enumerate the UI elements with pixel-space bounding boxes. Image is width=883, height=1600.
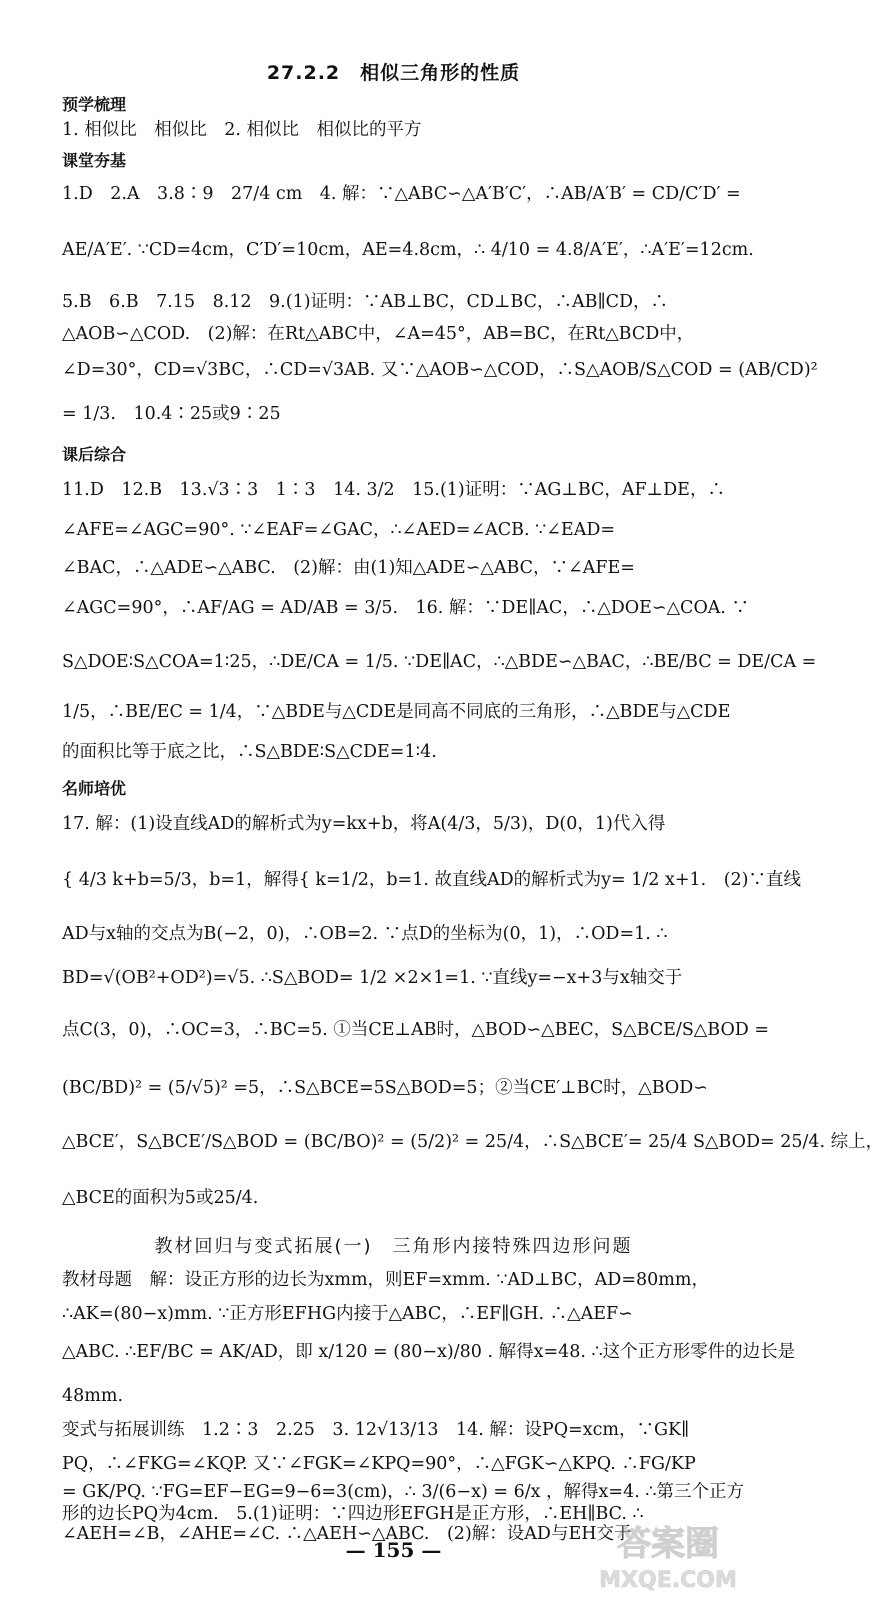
text-line-2: 1.D 2.A 3.8∶9 27/4 cm 4. 解：∵△ABC∽△A′B′C′，∴AB/A′B′ = CD/C′D′ = (62, 184, 741, 204)
text-line-4: 5.B 6.B 7.15 8.12 9.(1)证明：∵AB⊥BC，CD⊥BC，∴AB∥CD，∴ (62, 292, 669, 312)
text-line-22: △BCE的面积为5或25/4. (62, 1188, 259, 1208)
text-line-24: ∴AK=(80−x)mm. ∵正方形EFHG内接于△ABC，∴EF∥GH. ∴△AEF∽ (62, 1304, 633, 1324)
heading-famous-teacher: 名师培优 (62, 779, 127, 798)
text-line-31: ∠AEH=∠B，∠AHE=∠C. ∴△AEH∽△ABC. (2)解：设AD与EH交于 (62, 1524, 632, 1544)
text-line-15: 17. 解：(1)设直线AD的解析式为y=kx+b，将A(4/3，5/3)，D(0，1)代入得 (62, 814, 666, 834)
text-line-19: 点C(3，0)，∴OC=3，∴BC=5. ①当CE⊥AB时，△BOD∽△BEC，S△BCE/S△BOD = (62, 1020, 770, 1040)
heading-classroom: 课堂夯基 (62, 151, 127, 170)
watermark-logo (563, 1515, 773, 1595)
text-line-11: ∠AGC=90°，∴AF/AG = AD/AB = 3/5. 16. 解：∵DE∥AC，∴△DOE∽△COA. ∵ (62, 598, 750, 618)
text-line-8: 11.D 12.B 13.√3∶3 1∶3 14. 3/2 15.(1)证明：∵AG⊥BC，AF⊥DE，∴ (62, 480, 725, 500)
text-line-18: BD=√(OB²+OD²)=√5. ∴S△BOD= 1/2 ×2×1=1. ∵直线y=−x+3与x轴交于 (62, 968, 683, 988)
text-line-10: ∠BAC，∴△ADE∽△ABC. (2)解：由(1)知△ADE∽△ABC，∵∠AFE= (62, 558, 635, 578)
heading-preview: 预学梳理 (62, 95, 127, 114)
section-title: 教材回归与变式拓展(一) 三角形内接特殊四边形问题 (154, 1236, 633, 1257)
svg-text:MXQE.COM: MXQE.COM (599, 1568, 737, 1593)
text-line-17: AD与x轴的交点为B(−2，0)，∴OB=2. ∵点D的坐标为(0，1)，∴OD=1. ∴ (62, 924, 668, 944)
text-line-3: AE/A′E′. ∵CD=4cm，C′D′=10cm，AE=4.8cm，∴ 4/10 = 4.8/A′E′，∴A′E′=12cm. (62, 240, 754, 260)
page-title: 27.2.2 相似三角形的性质 (266, 62, 521, 84)
text-line-16: { 4/3 k+b=5/3，b=1，解得{ k=1/2，b=1. 故直线AD的解析式为y= 1/2 x+1. (2)∵直线 (62, 870, 801, 890)
text-line-6: ∠D=30°，CD=√3BC，∴CD=√3AB. 又∵△AOB∽△COD，∴S△AOB/S△COD = (AB/CD)² (62, 360, 818, 380)
text-line-25: △ABC. ∴EF/BC = AK/AD，即 x/120 = (80−x)/80 . 解得x=48. ∴这个正方形零件的边长是 (62, 1342, 796, 1362)
svg-text:答案圈: 答案圈 (617, 1524, 719, 1564)
text-line-14: 的面积比等于底之比，∴S△BDE∶S△CDE=1∶4. (62, 742, 437, 762)
text-line-26: 48mm. (62, 1386, 124, 1406)
text-line-29: = GK/PQ. ∵FG=EF−EG=9−6=3(cm)，∴ 3/(6−x) = 6/x ，解得x=4. ∴第三个正方 (62, 1482, 744, 1502)
text-line-12: S△DOE∶S△COA=1∶25，∴DE/CA = 1/5. ∵DE∥AC，∴△BDE∽△BAC，∴BE/BC = DE/CA = (62, 652, 817, 672)
text-line-28: PQ，∴∠FKG=∠KQP. 又∵∠FGK=∠KPQ=90°，∴△FGK∽△KPQ. ∴FG/KP (62, 1454, 696, 1474)
text-line-5: △AOB∽△COD. (2)解：在Rt△ABC中，∠A=45°，AB=BC，在Rt△BCD中， (62, 324, 695, 344)
text-line-27: 变式与拓展训练 1.2∶3 2.25 3. 12√13/13 14. 解：设PQ=xcm，∵GK∥ (62, 1420, 690, 1440)
text-line-30: 形的边长PQ为4cm. 5.(1)证明：∵四边形EFGH是正方形，∴EH∥BC. ∴ (62, 1504, 644, 1524)
text-line-7: = 1/3. 10.4∶25或9∶25 (62, 404, 281, 424)
text-line-21: △BCE′，S△BCE′/S△BOD = (BC/BO)² = (5/2)² = 25/4，∴S△BCE′= 25/4 S△BOD= 25/4. 综上， (62, 1132, 883, 1152)
page-number: — 155 — (345, 1538, 442, 1562)
text-line-9: ∠AFE=∠AGC=90°. ∵∠EAF=∠GAC，∴∠AED=∠ACB. ∵∠EAD= (62, 520, 616, 540)
heading-after-class: 课后综合 (62, 445, 127, 464)
text-line-23: 教材母题 解：设正方形的边长为xmm，则EF=xmm. ∵AD⊥BC，AD=80mm， (62, 1270, 709, 1290)
text-line-1: 1. 相似比 相似比 2. 相似比 相似比的平方 (62, 120, 422, 140)
text-line-20: (BC/BD)² = (5/√5)² =5，∴S△BCE=5S△BOD=5；②当CE′⊥BC时，△BOD∽ (62, 1078, 708, 1098)
text-line-13: 1/5，∴BE/EC = 1/4，∵△BDE与△CDE是同高不同底的三角形，∴△BDE与△CDE (62, 702, 731, 722)
